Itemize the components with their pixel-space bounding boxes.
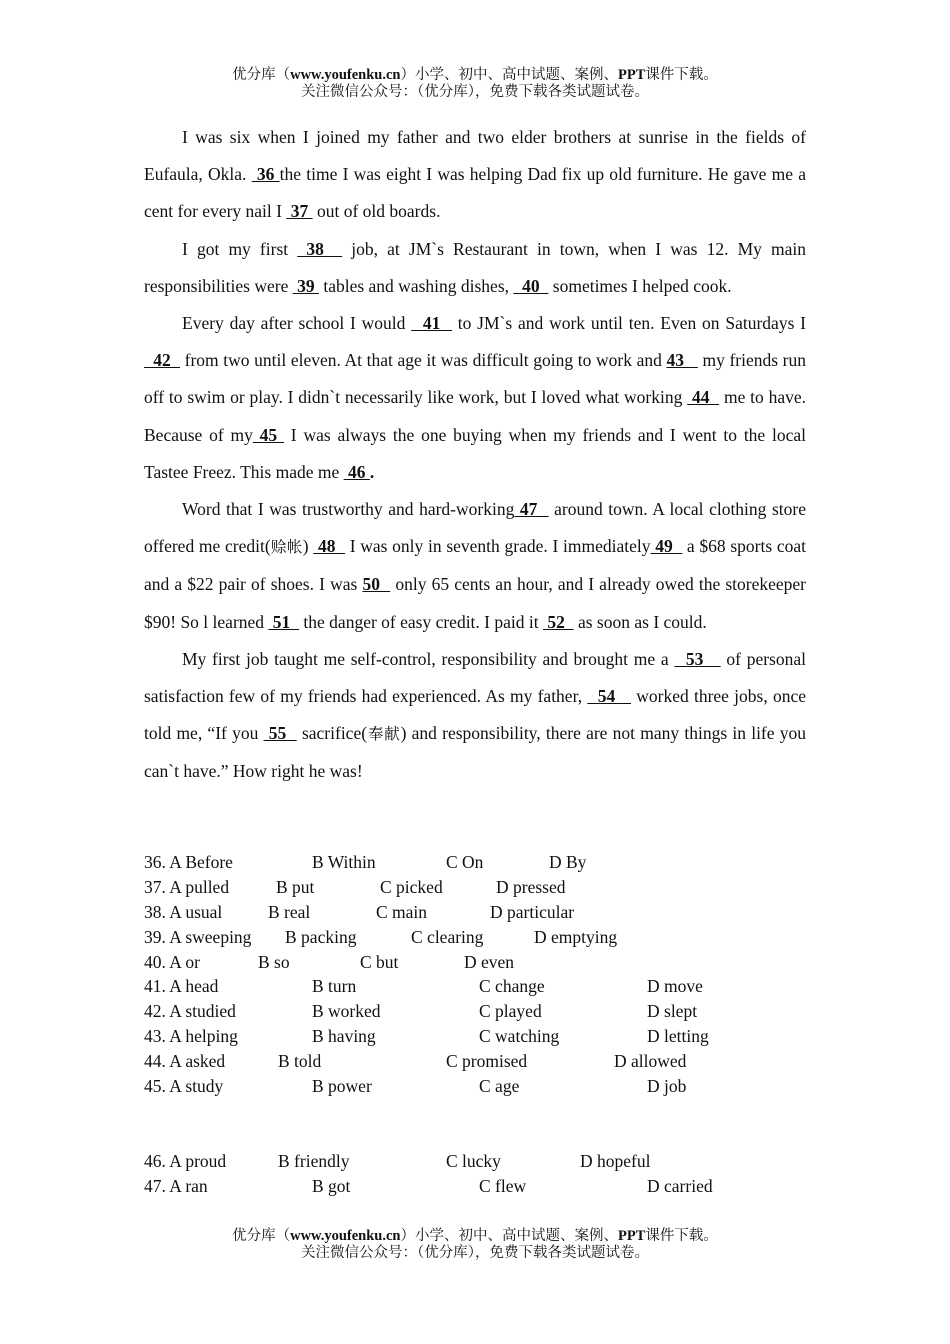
header-line-2: 关注微信公众号：（优分库），免费下载各类试题试卷。 [301, 84, 649, 100]
blank-47: 47 [514, 499, 549, 520]
paragraph-4: Word that I was trustworthy and hard-working 47 around town. A local clothing store offered me credit(赊帐) 48 I was only in seventh grade. I immediately 49 a $68 sports coat and a $22 pair of shoes. I was 50 only 65 cents an hour, and I already owed the storekeeper $90! So l learned 51 the danger of easy credit. I paid it 52 as soon as I could. [144, 499, 807, 632]
header-site: www.youfenku.cn [290, 67, 401, 83]
option-row-39: 39. A sweeping B packing C clearing D emptying [144, 926, 618, 947]
option-row-41: 41. A head B turn C change D move [144, 976, 703, 997]
options-block-1 [144, 850, 844, 1099]
paragraph-5: My first job taught me self-control, responsibility and brought me a 53 of personal satisfaction few of my friends had experienced. As my father, 54 worked three jobs, once told me, “If you 55 sacrifice(奉献) and responsibility, there are not many things in life you can`t have.” How right he was! [144, 648, 807, 782]
blank-54: 54 [587, 686, 632, 707]
options-block-2 [144, 1149, 844, 1199]
option-row-36: 36. A Before B Within C On D By [144, 852, 587, 872]
footer-site: www.youfenku.cn [290, 1228, 401, 1244]
option-row-46: 46. A proud B friendly C lucky D hopeful [144, 1151, 651, 1171]
blank-52: 52 [542, 611, 574, 632]
page-header [0, 67, 950, 101]
blank-50: 50 [362, 574, 391, 595]
blank-43: 43 [666, 350, 698, 371]
option-row-47: 47. A ran B got C flew D carried [144, 1175, 713, 1196]
option-row-45: 45. A study B power C age D job [144, 1076, 687, 1097]
option-row-42: 42. A studied B worked C played D slept [144, 1001, 698, 1022]
blank-51: 51 [268, 611, 300, 632]
blank-44: 44 [687, 387, 720, 408]
option-row-40: 40. A or B so C but D even [144, 951, 515, 972]
option-row-44: 44. A asked B told C promised D allowed [144, 1051, 687, 1072]
footer-line-2: 关注微信公众号：（优分库），免费下载各类试题试卷。 [301, 1245, 649, 1261]
header-line-1: 优分库（www.youfenku.cn）小学、初中、高中试题、案例、PPT课件下载。 [232, 67, 718, 83]
option-row-38: 38. A usual B real C main D particular [144, 901, 575, 922]
blank-36: 36 [251, 164, 280, 185]
paragraph-2: I got my first 38 job, at JM`s Restaurant in town, when I was 12. My main responsibilities were 39 tables and washing dishes, 40 sometimes I helped cook. [144, 238, 807, 296]
paragraph-3: Every day after school I would 41 to JM`s and work until ten. Even on Saturdays I 42 from two until eleven. At that age it was difficult going to work and 43 my friends run off to swim or play. I didn`t necessarily like work, but I loved what working 44 me to have. Because of my 45 I was always the one buying when my friends and I went to the local Tastee Freez. This made me 46 . [144, 313, 807, 482]
paragraph-1: I was six when I joined my father and two elder brothers at sunrise in the fields of Eufaula, Okla. 36 the time I was eight I was helping Dad fix up old furniture. He gave me a cent for every nail I 37 out of old boards. [144, 127, 807, 222]
blank-42: 42 [144, 350, 180, 371]
blank-49: 49 [650, 536, 683, 557]
blank-37: 37 [286, 201, 313, 222]
blank-55: 55 [263, 723, 297, 744]
blank-46: 46 [343, 461, 370, 482]
option-row-37: 37. A pulled B put C picked D pressed [144, 876, 566, 897]
blank-48: 48 [313, 536, 345, 557]
cloze-passage [144, 119, 806, 791]
blank-45: 45 [252, 424, 284, 445]
blank-39: 39 [292, 275, 319, 296]
page-footer [0, 1228, 950, 1262]
blank-38: 38 [297, 238, 343, 259]
option-row-43: 43. A helping B having C watching D letting [144, 1026, 709, 1047]
blank-53: 53 [674, 648, 721, 669]
blank-40: 40 [513, 275, 549, 296]
blank-41: 41 [411, 313, 452, 334]
footer-line-1: 优分库（www.youfenku.cn）小学、初中、高中试题、案例、PPT课件下载。 [232, 1228, 718, 1244]
